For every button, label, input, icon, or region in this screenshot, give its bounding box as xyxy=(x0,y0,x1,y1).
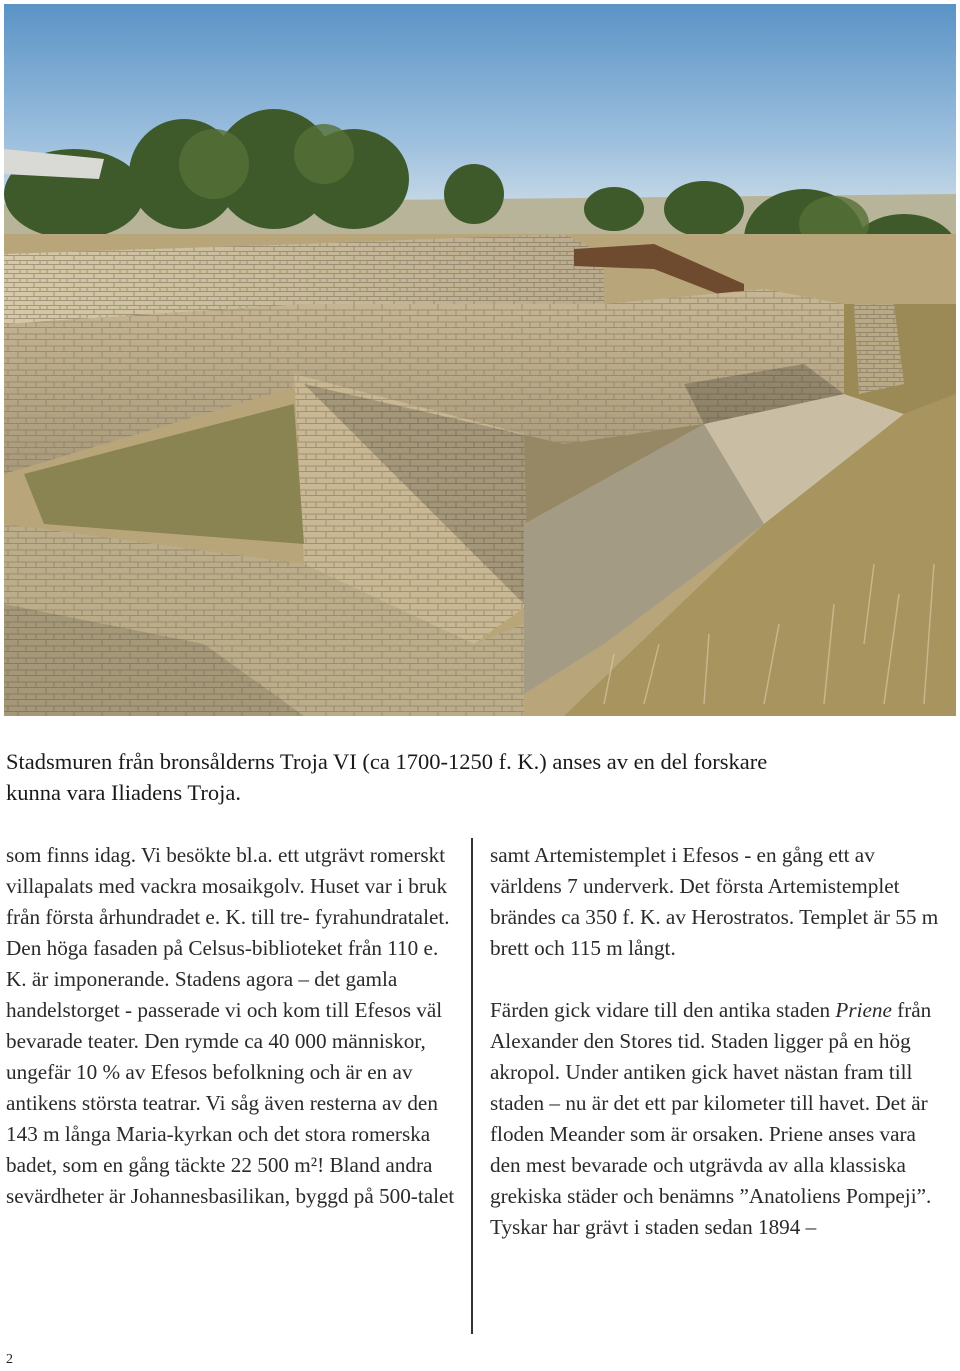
right-paragraph-2 xyxy=(490,995,950,1243)
right-paragraph-1: samt Artemistemplet i Efesos - en gång ett av världens 7 underverk. Det första Artemistemplet brändes ca 350 f. K. av Herostratos. Templet är 55 m brett och 115 m långt. xyxy=(490,843,939,960)
left-column xyxy=(6,840,464,1243)
caption-line-2: kunna vara Iliadens Troja. xyxy=(6,780,241,805)
ruins-photo xyxy=(4,4,956,716)
photo-caption xyxy=(6,746,946,808)
column-divider xyxy=(471,838,473,1334)
priene-text: från Alexander den Stores tid. Staden ligger på en hög akropol. Under antiken gick havet nästan fram till staden – nu är det ett par kilometer till havet. Det är floden Meander som är orsaken. Priene anses vara den mest bevarade och utgrävda av alla klassiska grekiska städer och benämns ”Anatoliens Pompeji”. Tyskar har grävt i staden sedan 1894 – xyxy=(490,998,932,1239)
page-number: 2 xyxy=(6,1352,13,1367)
priene-intro: Färden gick vidare till den antika staden xyxy=(490,998,836,1022)
left-paragraph: som finns idag. Vi besökte bl.a. ett utgrävt romerskt villapalats med vackra mosaikgolv. Huset var i bruk från första århundradet e. K. till tre- fyrahundratalet. Den höga fasaden på Celsus-biblioteket från 110 e. K. är imponerande. Stadens agora – det gamla handelstorget - passerade vi och kom till Efesos väl bevarade teater. Den rymde ca 40 000 människor, ungefär 10 % av Efesos befolkning och är en av antikens största teatrar. Vi såg även resterna av den 143 m långa Maria-kyrkan och det stora romerska badet, som en gång täckte 22 500 m²! Bland andra sevärdheter är Johannesbasilikan, byggd på 500-talet xyxy=(6,843,455,1208)
right-column xyxy=(490,840,950,1274)
caption-line-1: Stadsmuren från bronsålderns Troja VI (ca 1700-1250 f. K.) anses av en del forskare xyxy=(6,749,768,774)
priene-name: Priene xyxy=(835,998,892,1022)
